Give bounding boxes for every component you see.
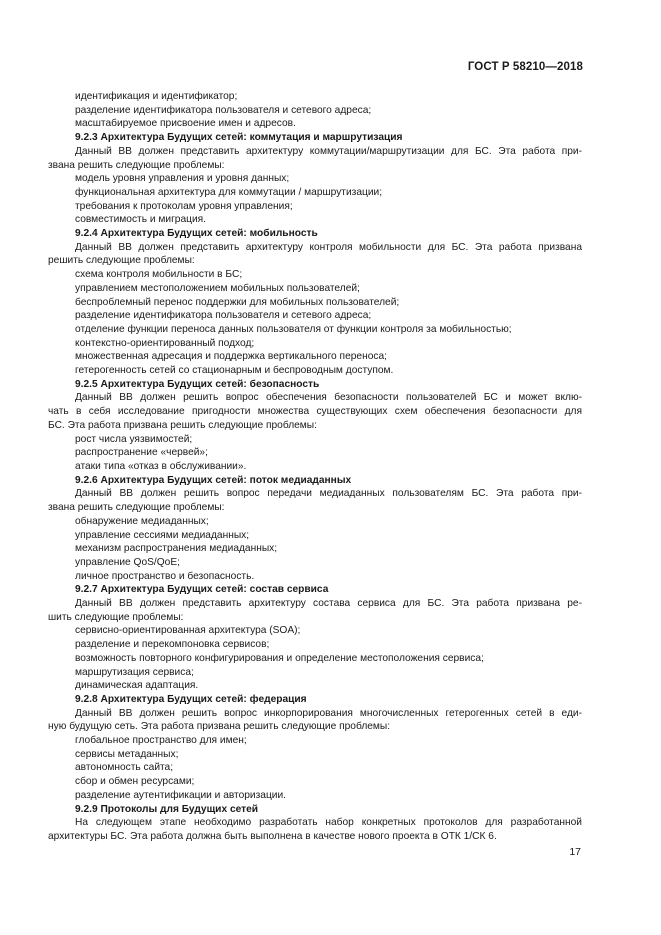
text-line: контекстно-ориентированный подход;	[75, 337, 255, 349]
text-line: Данный ВВ должен представить архитектуру контроля мобильности для БС. Эта работа призвана	[75, 241, 582, 253]
text-line: механизм распространения медиаданных;	[75, 543, 278, 555]
text-line: Данный ВВ должен решить вопрос инкорпорирования многочисленных гетерогенных сетей в еди-	[75, 707, 582, 719]
text-line: ную будущую сеть. Эта работа призвана решить следующие проблемы:	[48, 721, 391, 733]
text-line: БС. Эта работа призвана решить следующие проблемы:	[48, 419, 317, 431]
section-heading: 9.2.7 Архитектура Будущих сетей: состав сервиса	[75, 584, 329, 596]
text-line: шить следующие проблемы:	[48, 611, 184, 623]
text-line: рост числа уязвимостей;	[75, 433, 193, 445]
text-line: динамическая адаптация.	[75, 680, 199, 692]
text-line: личное пространство и безопасность.	[75, 570, 255, 582]
standard-header: ГОСТ Р 58210—2018	[467, 61, 583, 73]
text-line: архитектуры БС. Эта работа должна быть выполнена в качестве нового проекта в ОТК 1/СК 6.	[48, 830, 497, 842]
text-line: возможность повторного конфигурирования и определение местоположения сервиса;	[75, 652, 484, 664]
text-line: сбор и обмен ресурсами;	[75, 776, 195, 788]
text-line: На следующем этапе необходимо разработать набор конкретных протоколов для разработанной	[75, 817, 582, 829]
text-line: сервисы метаданных;	[75, 748, 179, 760]
text-line: разделение и перекомпоновка сервисов;	[75, 639, 270, 651]
text-line: беспроблемный перенос поддержки для мобильных пользователей;	[75, 296, 400, 308]
text-line: сервисно-ориентированная архитектура (SOA);	[75, 625, 301, 637]
text-line: совместимость и миграция.	[75, 214, 206, 226]
text-line: автономность сайта;	[75, 762, 174, 774]
text-line: Данный ВВ должен решить вопрос обеспечения безопасности пользователей БС и может вклю-	[75, 392, 582, 404]
text-line: функциональная архитектура для коммутации / маршрутизации;	[75, 186, 383, 198]
text-line: требования к протоколам уровня управления;	[75, 200, 293, 212]
section-heading: 9.2.6 Архитектура Будущих сетей: поток медиаданных	[75, 474, 352, 486]
text-line: гетерогенность сетей со стационарным и беспроводным доступом.	[75, 365, 394, 377]
text-line: Данный ВВ должен представить архитектуру коммутации/маршрутизации для БС. Эта работа при-	[75, 145, 582, 157]
text-line: модель уровня управления и уровня данных;	[75, 173, 290, 185]
text-line: маршрутизация сервиса;	[75, 666, 194, 678]
text-line: схема контроля мобильности в БС;	[75, 269, 243, 281]
document-body	[48, 90, 582, 844]
text-line: Данный ВВ должен представить архитектуру состава сервиса для БС. Эта работа призвана ре-	[75, 598, 582, 610]
section-heading: 9.2.9 Протоколы для Будущих сетей	[75, 803, 259, 815]
text-line: разделение идентификатора пользователя и сетевого адреса;	[75, 104, 372, 116]
text-line: обнаружение медиаданных;	[75, 515, 209, 527]
section-heading: 9.2.3 Архитектура Будущих сетей: коммутация и маршрутизация	[75, 132, 403, 144]
text-line: отделение функции переноса данных пользователя от функции контроля за мобильностью;	[75, 323, 512, 335]
text-line: чать в себя исследование пригодности множества существующих схем обеспечения безопасности для	[48, 406, 582, 418]
text-line: масштабируемое присвоение имен и адресов.	[75, 118, 296, 130]
text-line: звана решить следующие проблемы:	[48, 502, 225, 514]
text-line: множественная адресация и поддержка вертикального переноса;	[75, 351, 387, 363]
text-line: идентификация и идентификатор;	[75, 91, 238, 102]
text-line: глобальное пространство для имен;	[75, 735, 247, 747]
text-line: распространение «червей»;	[75, 447, 208, 459]
text-line: разделение идентификатора пользователя и сетевого адреса;	[75, 310, 372, 322]
text-line: Данный ВВ должен решить вопрос передачи медиаданных пользователям БС. Эта работа при-	[75, 488, 582, 500]
text-line: управлением местоположением мобильных пользователей;	[75, 282, 360, 294]
text-line: решить следующие проблемы:	[48, 255, 195, 267]
text-line: звана решить следующие проблемы:	[48, 159, 225, 171]
page-number: 17	[569, 846, 581, 858]
text-line: управление сессиями медиаданных;	[75, 529, 250, 541]
text-line: управление QoS/QoE;	[75, 556, 180, 568]
text-line: атаки типа «отказ в обслуживании».	[75, 460, 247, 472]
section-heading: 9.2.8 Архитектура Будущих сетей: федерация	[75, 693, 307, 705]
section-heading: 9.2.4 Архитектура Будущих сетей: мобильность	[75, 228, 318, 240]
text-line: разделение аутентификации и авторизации.	[75, 789, 287, 801]
section-heading: 9.2.5 Архитектура Будущих сетей: безопасность	[75, 378, 320, 390]
